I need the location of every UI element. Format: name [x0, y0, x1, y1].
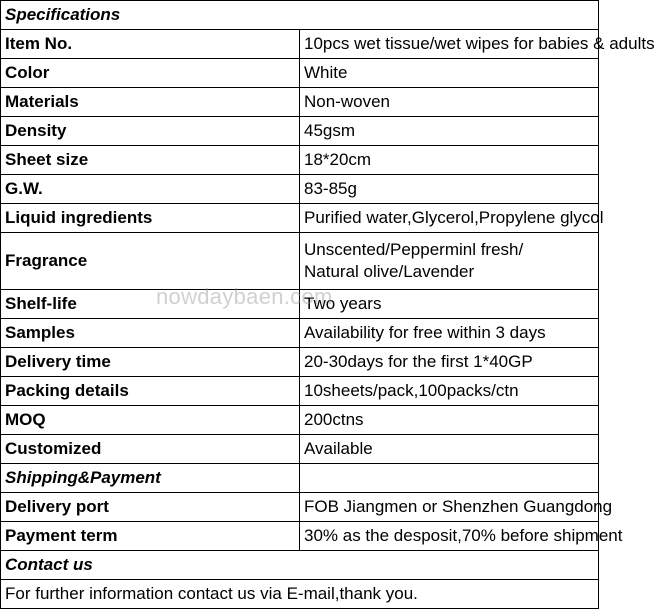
spec-value: 10sheets/pack,100packs/ctn [300, 377, 599, 406]
spec-label: Delivery time [1, 348, 300, 377]
shipping-label: Payment term [1, 522, 300, 551]
table-row [1, 88, 599, 117]
spec-value: 200ctns [300, 406, 599, 435]
spec-label: Liquid ingredients [1, 204, 300, 233]
section-header-row [1, 1, 599, 30]
table-row [1, 319, 599, 348]
spec-value: Non-woven [300, 88, 599, 117]
spec-value: 20-30days for the first 1*40GP [300, 348, 599, 377]
contact-heading: Contact us [1, 551, 599, 580]
table-row [1, 204, 599, 233]
table-row [1, 580, 599, 609]
spec-label: Shelf-life [1, 290, 300, 319]
shipping-value: FOB Jiangmen or Shenzhen Guangdong [300, 493, 599, 522]
spec-value [300, 233, 599, 290]
spec-label: MOQ [1, 406, 300, 435]
spec-value: 45gsm [300, 117, 599, 146]
spec-value: White [300, 59, 599, 88]
spec-label: Item No. [1, 30, 300, 59]
section-header-row [1, 551, 599, 580]
spec-value: 10pcs wet tissue/wet wipes for babies & adults [300, 30, 599, 59]
watermark: nowdaybaen.com [156, 284, 333, 309]
table-row [1, 175, 599, 204]
spec-value-line: Natural olive/Lavender [304, 262, 475, 281]
spec-label: Materials [1, 88, 300, 117]
table-row [1, 290, 599, 319]
spec-label: Sheet size [1, 146, 300, 175]
spec-label: Density [1, 117, 300, 146]
empty-cell [300, 464, 599, 493]
spec-value: Purified water,Glycerol,Propylene glycol [300, 204, 599, 233]
spec-value: 83-85g [300, 175, 599, 204]
table-row [1, 377, 599, 406]
table-row [1, 30, 599, 59]
contact-text: For further information contact us via E-mail,thank you. [1, 580, 599, 609]
table-row [1, 233, 599, 290]
spec-value: 18*20cm [300, 146, 599, 175]
shipping-payment-heading: Shipping&Payment [1, 464, 300, 493]
spec-value: Available [300, 435, 599, 464]
spec-value: Availability for free within 3 days [300, 319, 599, 348]
spec-label: Customized [1, 435, 300, 464]
spec-label: Fragrance [1, 233, 300, 290]
table-row [1, 522, 599, 551]
spec-value: Two years [300, 290, 599, 319]
table-row [1, 493, 599, 522]
spec-label: Packing details [1, 377, 300, 406]
table-row [1, 59, 599, 88]
table-row [1, 348, 599, 377]
spec-label: Samples [1, 319, 300, 348]
spec-label: G.W. [1, 175, 300, 204]
table-row [1, 435, 599, 464]
section-header-row [1, 464, 599, 493]
shipping-value: 30% as the desposit,70% before shipment [300, 522, 599, 551]
spec-value-line: Unscented/Pepperminl fresh/ [304, 240, 524, 259]
table-row [1, 117, 599, 146]
table-row [1, 146, 599, 175]
table-row [1, 406, 599, 435]
spec-label: Color [1, 59, 300, 88]
specifications-heading: Specifications [1, 1, 599, 30]
shipping-label: Delivery port [1, 493, 300, 522]
